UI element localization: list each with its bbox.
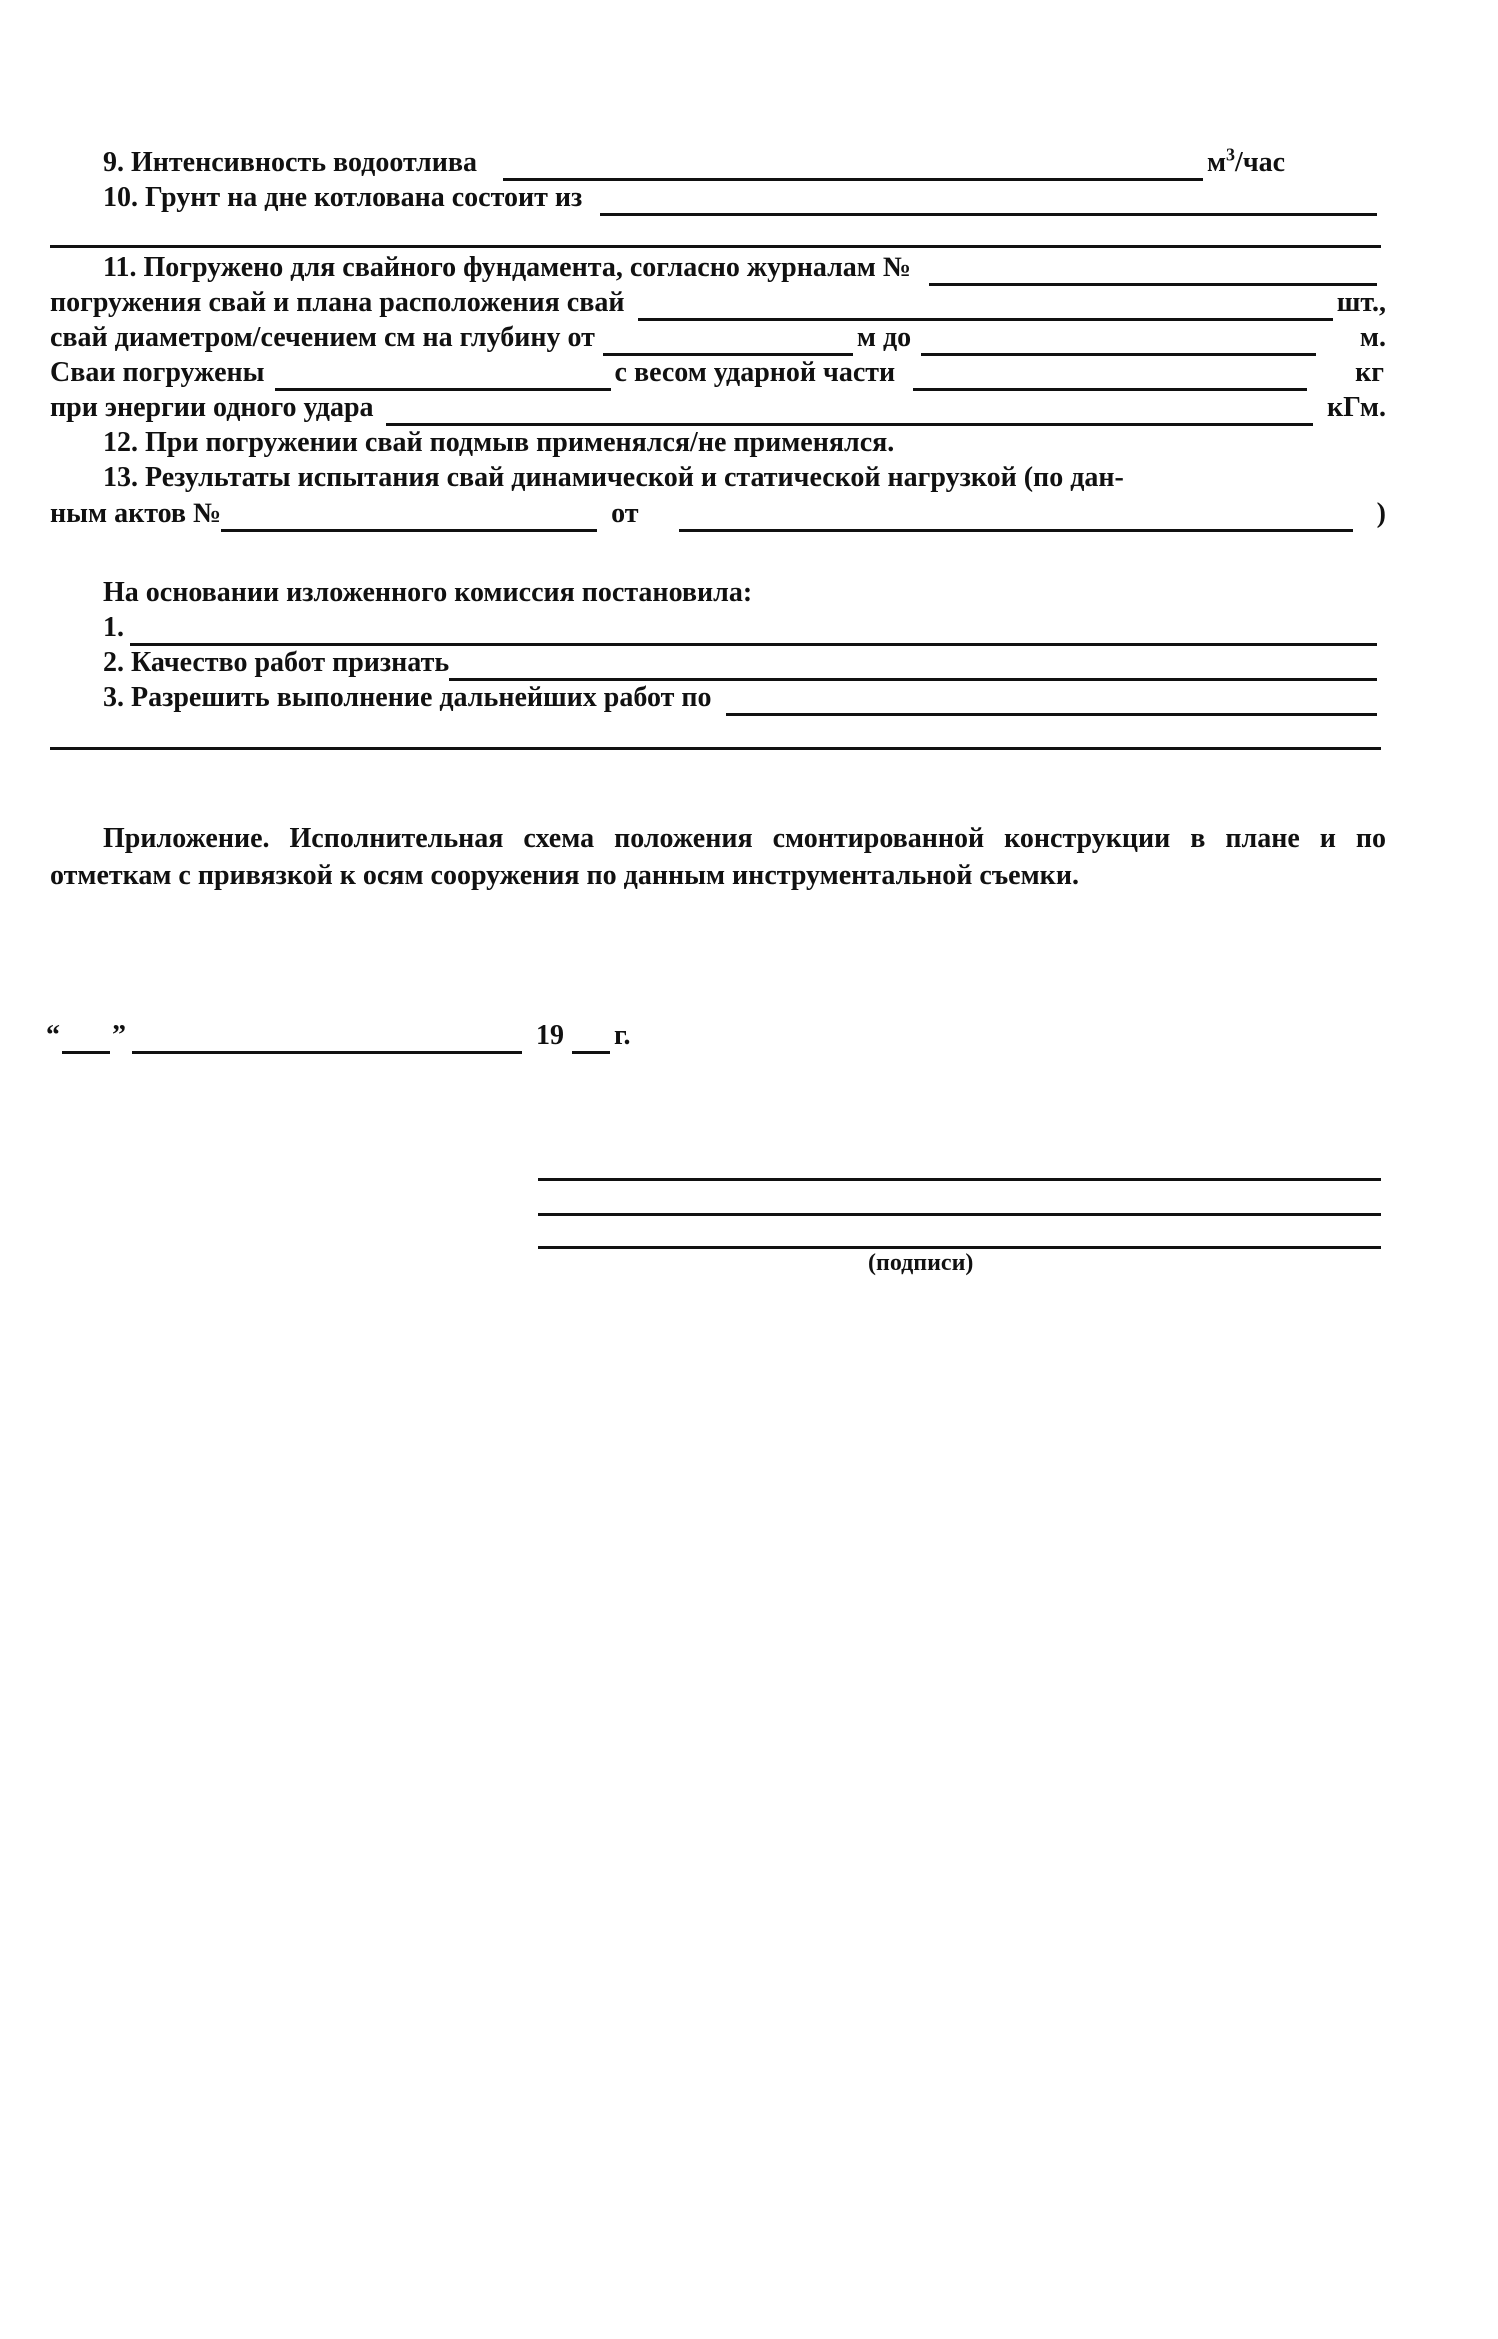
item-11-depth-to-field[interactable] [921, 327, 1316, 356]
item-13-row-2 [50, 496, 1386, 532]
date-year-prefix: 19 [536, 1020, 564, 1051]
decision-point-3-label: 3. Разрешить выполнение дальнейших работ по [103, 682, 712, 713]
item-12-row [103, 425, 1353, 461]
date-day-field[interactable] [62, 1025, 110, 1054]
item-13-line-2a: ным актов № [50, 498, 222, 529]
decision-point-2-field[interactable] [449, 652, 1377, 681]
date-row [46, 1018, 706, 1054]
item-11-line-5a: при энергии одного удара [50, 392, 374, 423]
item-11-line-3b: м до [856, 322, 912, 353]
item-11-line-4a: Сваи погружены [50, 357, 265, 388]
item-11-row-5 [50, 390, 1386, 426]
item-12-text: 12. При погружении свай подмыв применялся/не применялся. [103, 427, 895, 458]
item-11-row-4 [50, 355, 1384, 391]
item-11-weight-field[interactable] [913, 362, 1307, 391]
decision-continuation-line[interactable] [50, 747, 1381, 750]
item-11-depth-from-field[interactable] [603, 327, 853, 356]
item-13-line-2b: от [611, 498, 639, 529]
item-11-count-field[interactable] [638, 292, 1332, 321]
decision-point-3-field[interactable] [726, 687, 1377, 716]
item-11-line-4c: кг [1355, 357, 1384, 388]
item-11-journal-field[interactable] [929, 257, 1377, 286]
decision-point-1-row [103, 610, 1381, 646]
decision-point-1-field[interactable] [130, 617, 1377, 646]
item-13-act-date-field[interactable] [679, 503, 1353, 532]
item-11-row-2 [50, 285, 1386, 321]
date-open-quote: “ [46, 1020, 60, 1051]
item-9-row [103, 145, 1385, 181]
item-11-row-3 [50, 320, 1386, 356]
item-13-row-1 [103, 460, 1393, 496]
item-11-line-2: погружения свай и плана расположения свай [50, 287, 625, 318]
decision-point-1-label: 1. [103, 612, 124, 643]
item-9-field[interactable] [503, 152, 1203, 181]
signature-line-2[interactable] [538, 1213, 1381, 1216]
date-year-field[interactable] [572, 1025, 610, 1054]
item-11-energy-field[interactable] [386, 397, 1314, 426]
signatures-caption: (подписи) [868, 1250, 974, 1276]
item-11-method-field[interactable] [275, 362, 611, 391]
date-close-quote: ” [112, 1020, 126, 1051]
item-11-line-3c: м. [1359, 322, 1386, 353]
item-9-label: 9. Интенсивность водоотлива [103, 147, 477, 178]
decision-heading: На основании изложенного комиссия постановила: [103, 577, 753, 608]
item-10-row [103, 180, 1381, 216]
signature-line-1[interactable] [538, 1178, 1381, 1181]
appendix-paragraph: Приложение. Исполнительная схема положения смонтированной конструкции в плане и по отметкам с привязкой к осям сооружения по данным инструментальной съемки. [50, 823, 1386, 891]
item-10-continuation-line[interactable] [50, 245, 1381, 248]
date-month-field[interactable] [132, 1025, 522, 1054]
decision-point-2-row [103, 645, 1381, 681]
item-13-line-2c: ) [1376, 498, 1386, 529]
item-11-line-3a: свай диаметром/сечением см на глубину от [50, 322, 595, 353]
item-13-act-number-field[interactable] [221, 503, 597, 532]
item-9-unit: $м^3$/час [1206, 144, 1286, 178]
item-10-label: 10. Грунт на дне котлована состоит из [103, 182, 583, 213]
decision-point-3-row [103, 680, 1381, 716]
item-13-line-1: 13. Результаты испытания свай динамической и статической нагрузкой (по дан- [103, 462, 1124, 493]
item-11-line-5b: кГм. [1327, 392, 1386, 423]
item-11-line-4b: с весом ударной части [614, 357, 896, 388]
item-10-field[interactable] [600, 187, 1377, 216]
decision-heading-row [103, 575, 1353, 611]
item-11-count-unit: шт., [1336, 287, 1386, 318]
decision-point-2-label: 2. Качество работ признать [103, 647, 450, 678]
date-year-suffix: г. [614, 1020, 631, 1051]
signature-line-3[interactable] [538, 1246, 1381, 1249]
item-11-row-1 [103, 250, 1381, 286]
item-11-line-1: 11. Погружено для свайного фундамента, согласно журналам № [103, 252, 911, 283]
